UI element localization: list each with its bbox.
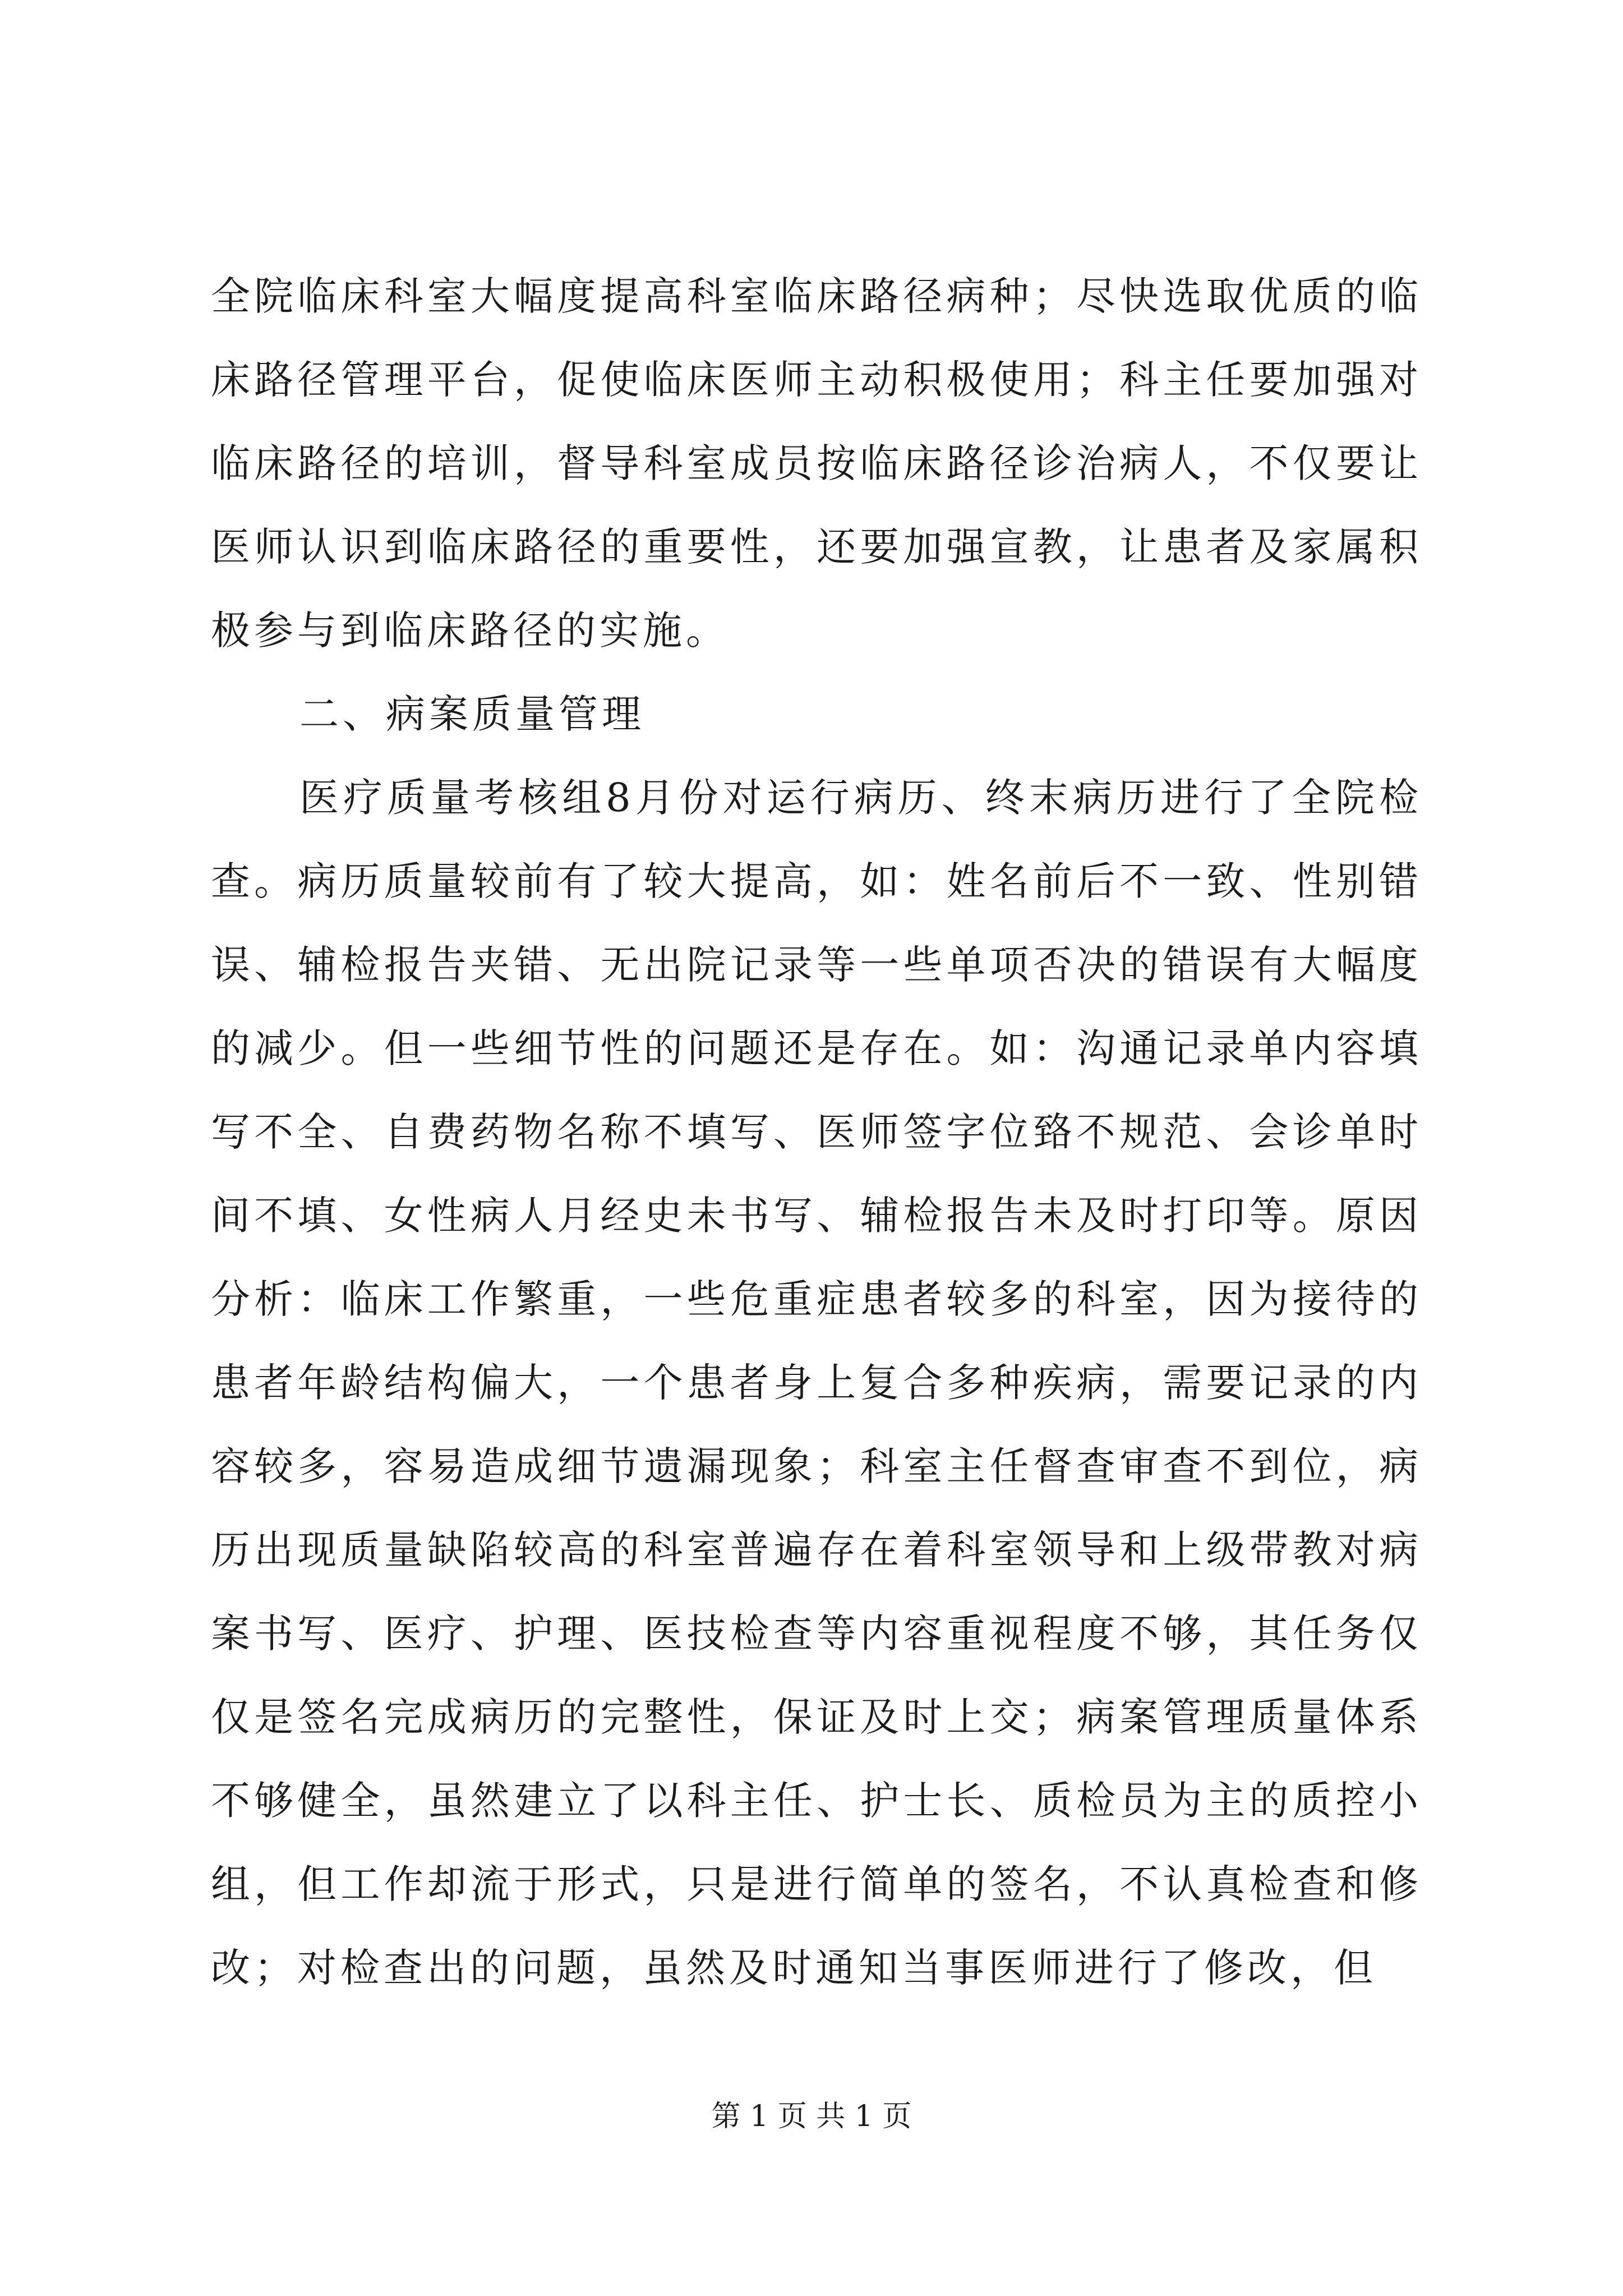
page-footer: 第 1 页 共 1 页 [711, 2100, 912, 2133]
paragraph-medical-records-quality: 医疗质量考核组8月份对运行病历、终末病历进行了全院检查。病历质量较前有了较大提高，如：姓名前后不一致、性别错误、辅检报告夹错、无出院记录等一些单项否决的错误有大幅度的减少。但一些细节性的问题还是存在。如：沟通记录单内容填写不全、自费药物名称不填写、医师签字位臵不规范、会诊单时间不填、女性病人月经史未书写、辅检报告未及时打印等。原因分析：临床工作繁重，一些危重症患者较多的科室，因为接待的患者年龄结构偏大，一个患者身上复合多种疾病，需要记录的内容较多，容易造成细节遗漏现象；科室主任督查审查不到位，病历出现质量缺陷较高的科室普遍存在着科室领导和上级带教对病案书写、医疗、护理、医技检查等内容重视程度不够，其任务仅仅是签名完成病历的完整性，保证及时上交；病案管理质量体系不够健全，虽然建立了以科主任、护士长、质检员为主的质控小组，但工作却流于形式，只是进行简单的签名，不认真检查和修改；对检查出的问题，虽然及时通知当事医师进行了修改，但 [211, 775, 1422, 1991]
document-body [211, 255, 1422, 2010]
section-heading-medical-records: 二、病案质量管理 [299, 691, 645, 737]
paragraph-clinical-pathway: 全院临床科室大幅度提高科室临床路径病种；尽快选取优质的临床路径管理平台，促使临床医师主动积极使用；科主任要加强对临床路径的培训，督导科室成员按临床路径诊治病人，不仅要让医师认识到临床路径的重要性，还要加强宣教，让患者及家属积极参与到临床路径的实施。 [211, 273, 1422, 654]
